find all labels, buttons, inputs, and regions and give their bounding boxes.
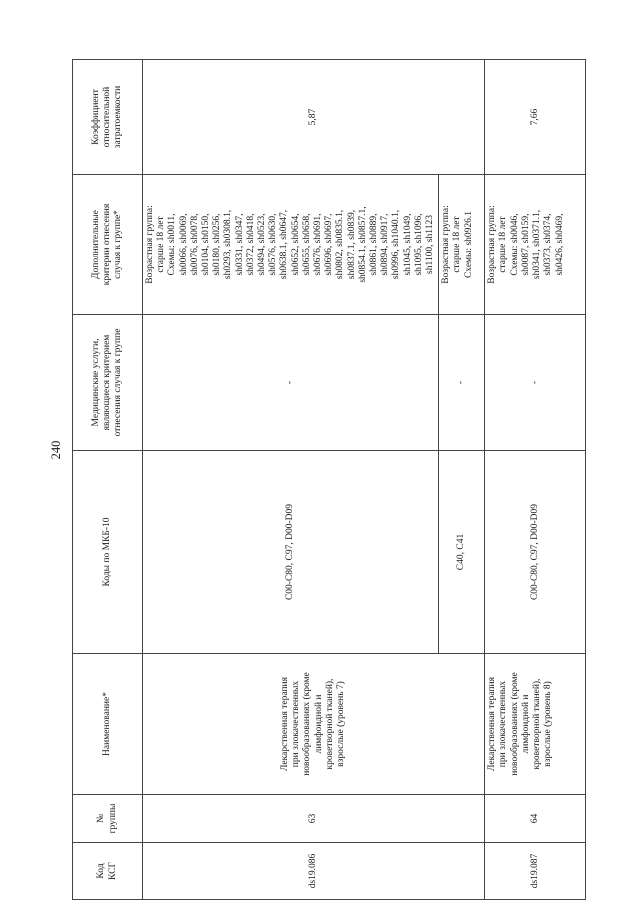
mkb-codes-cell: C00-C80, C97, D00-D09 (485, 451, 586, 654)
header-extra-criteria: Дополнительные критерии отнесения случая к группе* (73, 175, 143, 315)
table-row (485, 60, 586, 900)
table-row (143, 60, 439, 900)
extra-criteria-cell: Возрастная группа: старше 18 лет Схемы: sh0046, sh0087, sh0159, sh0341, sh0371.1, sh0373, sh0374, sh0426, sh0469, (485, 175, 586, 315)
coefficient-cell: 5,87 (143, 60, 485, 175)
mkb-codes-cell: C00-C80, C97, D00-D09 (143, 451, 439, 654)
ksg-table (72, 59, 586, 900)
group-name-cell: Лекарственная терапия при злокачественных новообразованиях (кроме лимфоидной и кроветворной тканей), взрослые (уровень 7) (143, 654, 485, 795)
group-name-cell: Лекарственная терапия при злокачественных новообразованиях (кроме лимфоидной и кроветворной тканей), взрослые (уровень 8) (485, 654, 586, 795)
group-number-cell: 64 (485, 795, 586, 843)
header-medical-services: Медицинские услуги, являющиеся критерием отнесения случая к группе (73, 315, 143, 451)
extra-criteria-cell: Возрастная группа: старше 18 лет Схемы: sh0011, sh0066, sh0069, sh0076, sh0078, sh0104, sh0150, sh0180, sh0256, sh0293, sh0308.1, sh0331, sh0347, sh0372, sh0418, sh0494, sh0523, sh0576, sh0630, sh0638.1, sh0647, sh0652, sh0654, sh0655, sh0658, sh0676, sh0691, sh0696, sh0697, sh0802, sh0835.1, sh0837.1, sh0839, sh0854.1, sh0857.1, sh0861, sh0889, sh0894, sh0917, sh0996, sh1040.1, sh1045, sh1049, sh1095, sh1096, sh1100, sh1123 (143, 175, 439, 315)
ksg-code-cell: ds19.086 (143, 843, 485, 900)
header-code: Код КСГ (73, 843, 143, 900)
mkb-codes-cell: C40, C41 (439, 451, 485, 654)
header-name: Наименование* (73, 654, 143, 795)
extra-criteria-cell: Возрастная группа: старше 18 лет Схемы: sh0926.1 (439, 175, 485, 315)
rotated-page (72, 60, 586, 900)
coefficient-cell: 7,66 (485, 60, 586, 175)
medical-services-cell: - (485, 315, 586, 451)
ksg-code-cell: ds19.087 (485, 843, 586, 900)
header-coefficient: Коэффициент относительной затратоемкости (73, 60, 143, 175)
header-mkb-codes: Коды по МКБ-10 (73, 451, 143, 654)
medical-services-cell: - (439, 315, 485, 451)
table-header-row (73, 60, 143, 900)
medical-services-cell: - (143, 315, 439, 451)
header-group-number: № группы (73, 795, 143, 843)
group-number-cell: 63 (143, 795, 485, 843)
page-number: 240 (49, 440, 63, 460)
